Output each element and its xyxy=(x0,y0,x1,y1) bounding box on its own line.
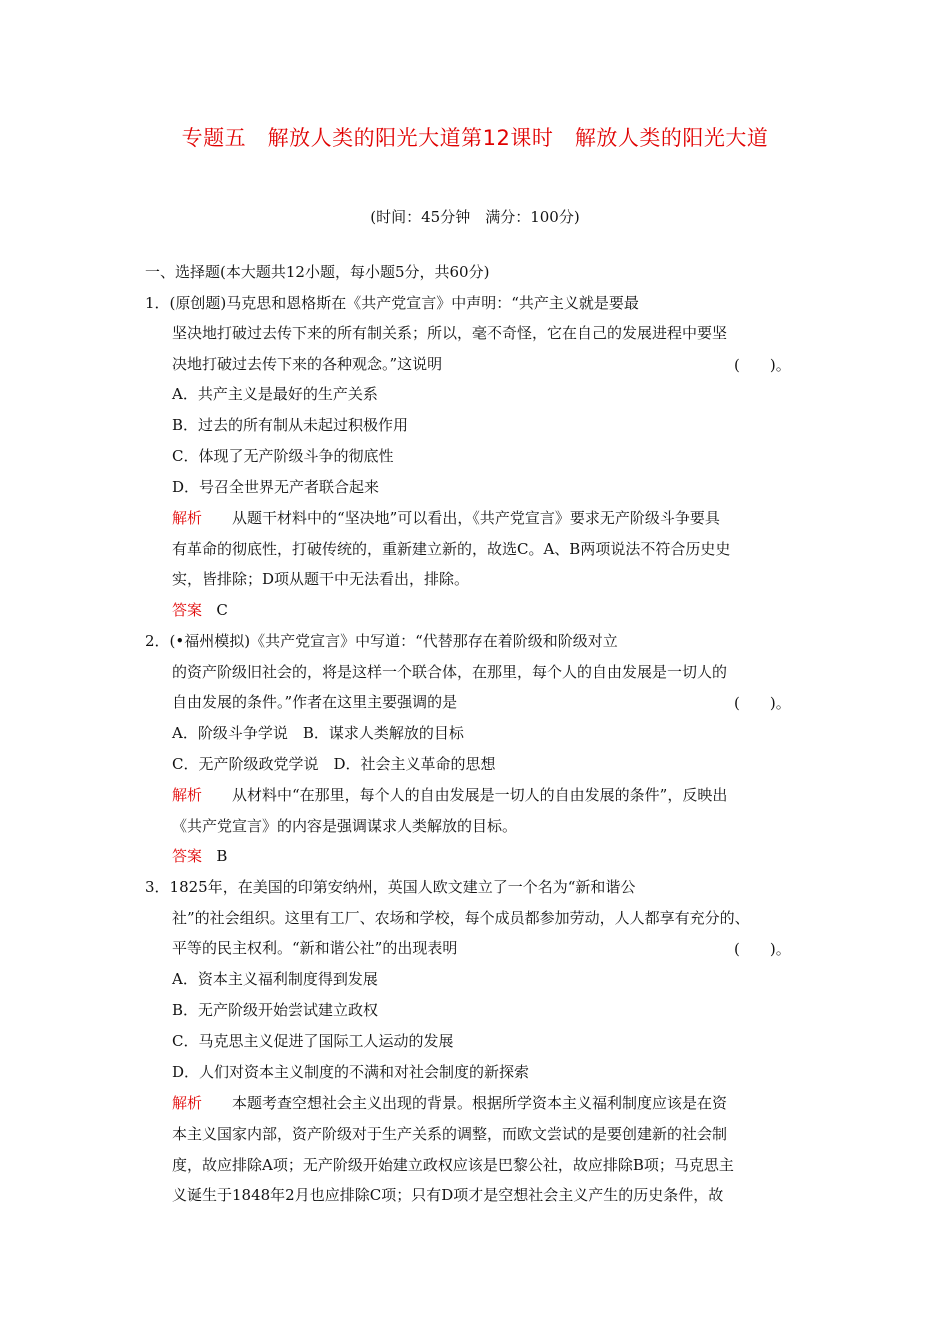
q3-option: B．无产阶级开始尝试建立政权 xyxy=(172,1001,379,1019)
q2-answer-value: B xyxy=(216,847,228,865)
q1-analysis-line xyxy=(172,508,720,528)
q3-analysis-line: 义诞生于1848年2月也应排除C项；只有D项才是空想社会主义产生的历史条件，故 xyxy=(172,1186,724,1204)
q1-analysis-line: 实，皆排除；D项从题干中无法看出，排除。 xyxy=(172,570,470,588)
q2-answer-bracket: ( )。 xyxy=(734,694,791,712)
exam-time-info: (时间：45分钟 满分：100分) xyxy=(370,208,580,226)
q1-option: A．共产主义是最好的生产关系 xyxy=(172,385,378,403)
q2-answer-line xyxy=(172,846,227,866)
q3-analysis-line xyxy=(172,1093,727,1113)
q2-option: C．无产阶级政党学说 D．社会主义革命的思想 xyxy=(172,755,496,773)
answer-label: 答案 xyxy=(172,847,203,865)
q2-stem-line: 的资产阶级旧社会的，将是这样一个联合体，在那里，每个人的自由发展是一切人的 xyxy=(172,663,728,681)
q1-stem-line: 坚决地打破过去传下来的所有制关系；所以，毫不奇怪，它在自己的发展进程中要坚 xyxy=(172,324,728,342)
analysis-label: 解析 xyxy=(172,1094,203,1112)
q2-analysis-text: 从材料中“在那里，每个人的自由发展是一切人的自由发展的条件”，反映出 xyxy=(232,786,728,804)
q3-analysis-text: 本题考查空想社会主义出现的背景。根据所学资本主义福利制度应该是在资 xyxy=(232,1094,728,1112)
q2-analysis-line xyxy=(172,785,727,805)
q2-stem-line: 2．(•福州模拟)《共产党宣言》中写道：“代替那存在着阶级和阶级对立 xyxy=(145,632,618,650)
q2-analysis-line: 《共产党宣言》的内容是强调谋求人类解放的目标。 xyxy=(172,817,518,835)
analysis-label: 解析 xyxy=(172,786,203,804)
q1-option: B．过去的所有制从未起过积极作用 xyxy=(172,416,409,434)
q1-stem-line: 决地打破过去传下来的各种观念。”这说明 xyxy=(172,355,443,373)
q1-answer-line xyxy=(172,600,228,620)
q3-answer-bracket: ( )。 xyxy=(734,940,791,958)
document-title: 专题五 解放人类的阳光大道第12课时 解放人类的阳光大道 xyxy=(181,126,769,150)
q2-option: A．阶级斗争学说 B．谋求人类解放的目标 xyxy=(172,724,464,742)
q1-answer-bracket: ( )。 xyxy=(734,356,791,374)
q3-stem-line: 3．1825年，在美国的印第安纳州，英国人欧文建立了一个名为“新和谐公 xyxy=(145,878,636,896)
q1-answer-value: C xyxy=(216,601,228,619)
q1-stem-line: 1．(原创题)马克思和恩格斯在《共产党宣言》中声明：“共产主义就是要最 xyxy=(145,294,639,312)
q3-option: A．资本主义福利制度得到发展 xyxy=(172,970,378,988)
q1-analysis-line: 有革命的彻底性，打破传统的，重新建立新的，故选C。A、B两项说法不符合历史史 xyxy=(172,540,731,558)
q3-analysis-line: 本主义国家内部，资产阶级对于生产关系的调整，而欧文尝试的是要创建新的社会制 xyxy=(172,1125,728,1143)
q3-option: D．人们对资本主义制度的不满和对社会制度的新探索 xyxy=(172,1063,530,1081)
q3-analysis-line: 度，故应排除A项；无产阶级开始建立政权应该是巴黎公社，故应排除B项；马克思主 xyxy=(172,1156,734,1174)
section-heading: 一、选择题(本大题共12小题，每小题5分，共60分) xyxy=(145,263,490,281)
q2-stem-line: 自由发展的条件。”作者在这里主要强调的是 xyxy=(172,693,458,711)
q1-option: C．体现了无产阶级斗争的彻底性 xyxy=(172,447,394,465)
answer-label: 答案 xyxy=(172,601,203,619)
analysis-label: 解析 xyxy=(172,509,203,527)
q3-option: C．马克思主义促进了国际工人运动的发展 xyxy=(172,1032,454,1050)
q1-analysis-text: 从题干材料中的“坚决地”可以看出，《共产党宣言》要求无产阶级斗争要具 xyxy=(232,509,720,527)
q3-stem-line: 平等的民主权利。“新和谐公社”的出现表明 xyxy=(172,939,458,957)
q1-option: D．号召全世界无产者联合起来 xyxy=(172,478,380,496)
q3-stem-line: 社”的社会组织。这里有工厂、农场和学校，每个成员都参加劳动，人人都享有充分的、 xyxy=(172,909,750,927)
